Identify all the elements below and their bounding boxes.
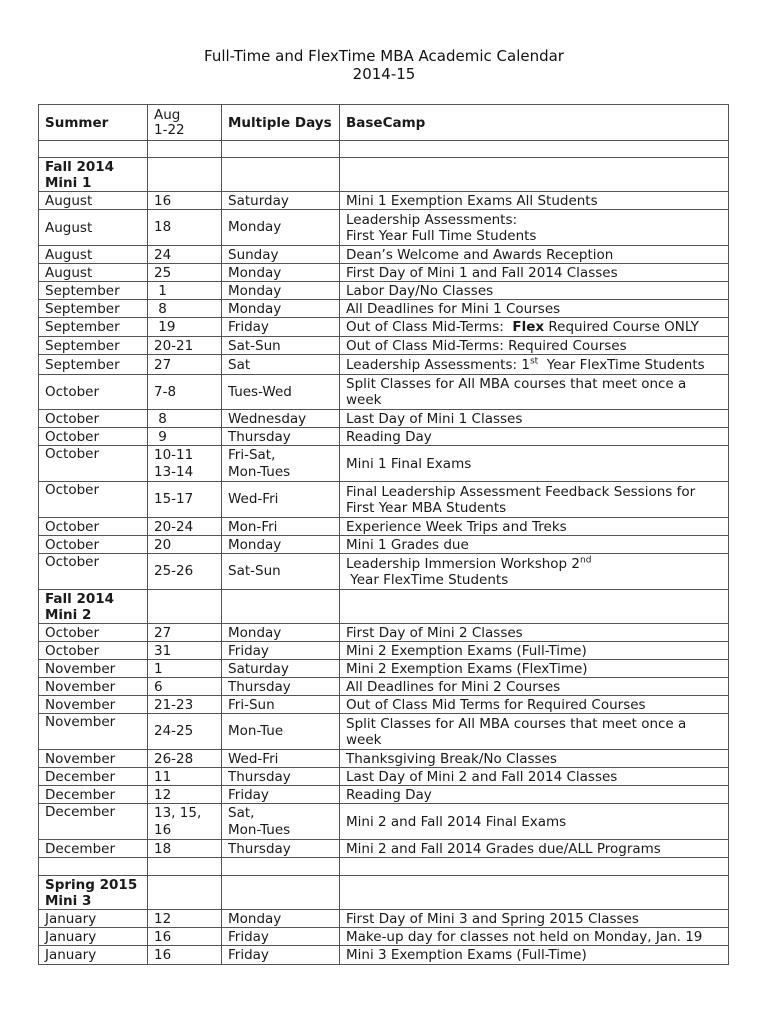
empty-cell bbox=[222, 158, 340, 192]
section-row bbox=[39, 876, 729, 910]
event-cell: Split Classes for All MBA courses that meet once a week bbox=[340, 375, 729, 410]
table-row bbox=[39, 714, 729, 750]
date-cell: 10-11 13-14 bbox=[148, 446, 222, 482]
header-days: Multiple Days bbox=[222, 105, 340, 141]
empty-cell bbox=[39, 141, 148, 158]
month-cell: August bbox=[39, 264, 148, 282]
day-cell: Saturday bbox=[222, 192, 340, 210]
day-cell: Wed-Fri bbox=[222, 750, 340, 768]
event-cell: Mini 2 Exemption Exams (Full-Time) bbox=[340, 642, 729, 660]
table-row bbox=[39, 518, 729, 536]
empty-cell bbox=[148, 858, 222, 876]
date-cell: 8 bbox=[148, 410, 222, 428]
event-cell bbox=[340, 318, 729, 337]
month-cell: October bbox=[39, 482, 148, 518]
day-cell: Monday bbox=[222, 210, 340, 246]
day-cell: Mon-Fri bbox=[222, 518, 340, 536]
month-cell: November bbox=[39, 714, 148, 750]
table-row bbox=[39, 642, 729, 660]
table-row bbox=[39, 910, 729, 928]
day-cell: Monday bbox=[222, 300, 340, 318]
date-cell: 16 bbox=[148, 192, 222, 210]
event-cell: First Day of Mini 3 and Spring 2015 Classes bbox=[340, 910, 729, 928]
day-cell: Tues-Wed bbox=[222, 375, 340, 410]
day-cell: Sat-Sun bbox=[222, 337, 340, 355]
day-cell: Thursday bbox=[222, 840, 340, 858]
date-cell: 20-21 bbox=[148, 337, 222, 355]
table-row bbox=[39, 678, 729, 696]
month-cell: November bbox=[39, 696, 148, 714]
month-cell: August bbox=[39, 192, 148, 210]
date-cell: 21-23 bbox=[148, 696, 222, 714]
date-cell: 1 bbox=[148, 660, 222, 678]
section-heading: Fall 2014 Mini 2 bbox=[39, 590, 148, 624]
month-cell: October bbox=[39, 446, 148, 482]
event-cell: Mini 3 Exemption Exams (Full-Time) bbox=[340, 946, 729, 965]
table-row bbox=[39, 337, 729, 355]
event-cell: Mini 1 Final Exams bbox=[340, 446, 729, 482]
month-cell: September bbox=[39, 300, 148, 318]
month-cell: October bbox=[39, 428, 148, 446]
table-row bbox=[39, 192, 729, 210]
day-cell: Friday bbox=[222, 318, 340, 337]
date-cell: 9 bbox=[148, 428, 222, 446]
month-cell: October bbox=[39, 554, 148, 590]
date-cell: 12 bbox=[148, 786, 222, 804]
empty-cell bbox=[222, 876, 340, 910]
event-text: Leadership Immersion Workshop 2 bbox=[346, 555, 581, 572]
date-cell: 27 bbox=[148, 624, 222, 642]
month-cell: September bbox=[39, 337, 148, 355]
date-cell: 16 bbox=[148, 928, 222, 946]
table-row bbox=[39, 536, 729, 554]
month-cell: November bbox=[39, 678, 148, 696]
table-row bbox=[39, 840, 729, 858]
empty-cell bbox=[340, 876, 729, 910]
empty-cell bbox=[148, 141, 222, 158]
event-cell: First Day of Mini 1 and Fall 2014 Classes bbox=[340, 264, 729, 282]
event-cell: Labor Day/No Classes bbox=[340, 282, 729, 300]
table-row bbox=[39, 428, 729, 446]
event-cell: Mini 2 and Fall 2014 Final Exams bbox=[340, 804, 729, 840]
day-cell: Wednesday bbox=[222, 410, 340, 428]
event-cell: Dean’s Welcome and Awards Reception bbox=[340, 246, 729, 264]
month-cell: September bbox=[39, 355, 148, 375]
day-cell: Monday bbox=[222, 282, 340, 300]
table-row bbox=[39, 554, 729, 590]
date-cell: 26-28 bbox=[148, 750, 222, 768]
event-cell: Thanksgiving Break/No Classes bbox=[340, 750, 729, 768]
event-cell: Reading Day bbox=[340, 428, 729, 446]
date-cell: 7-8 bbox=[148, 375, 222, 410]
table-row bbox=[39, 750, 729, 768]
event-cell: Mini 2 Exemption Exams (FlexTime) bbox=[340, 660, 729, 678]
date-cell: 24 bbox=[148, 246, 222, 264]
day-cell: Fri-Sat, Mon-Tues bbox=[222, 446, 340, 482]
empty-cell bbox=[148, 876, 222, 910]
day-cell: Wed-Fri bbox=[222, 482, 340, 518]
event-cell: Leadership Assessments: First Year Full Time Students bbox=[340, 210, 729, 246]
event-cell: Reading Day bbox=[340, 786, 729, 804]
table-row bbox=[39, 246, 729, 264]
day-cell: Friday bbox=[222, 786, 340, 804]
header-event: BaseCamp bbox=[340, 105, 729, 141]
day-cell: Monday bbox=[222, 536, 340, 554]
empty-cell bbox=[340, 141, 729, 158]
section-heading: Spring 2015 Mini 3 bbox=[39, 876, 148, 910]
title-line-1: Full-Time and FlexTime MBA Academic Calendar bbox=[204, 47, 564, 65]
table-row bbox=[39, 446, 729, 482]
month-cell: December bbox=[39, 768, 148, 786]
empty-cell bbox=[340, 158, 729, 192]
date-cell: 20 bbox=[148, 536, 222, 554]
table-row bbox=[39, 282, 729, 300]
table-row bbox=[39, 946, 729, 965]
table-row bbox=[39, 410, 729, 428]
date-cell: 15-17 bbox=[148, 482, 222, 518]
date-cell: 27 bbox=[148, 355, 222, 375]
month-cell: August bbox=[39, 246, 148, 264]
day-cell: Monday bbox=[222, 624, 340, 642]
month-cell: October bbox=[39, 624, 148, 642]
month-cell: October bbox=[39, 518, 148, 536]
table-row bbox=[39, 318, 729, 337]
event-cell: Final Leadership Assessment Feedback Sessions for First Year MBA Students bbox=[340, 482, 729, 518]
event-cell bbox=[340, 355, 729, 375]
month-cell: January bbox=[39, 910, 148, 928]
event-cell: Last Day of Mini 1 Classes bbox=[340, 410, 729, 428]
date-cell: 18 bbox=[148, 210, 222, 246]
date-cell: 25 bbox=[148, 264, 222, 282]
event-text: Out of Class Mid-Terms: bbox=[346, 319, 513, 335]
month-cell: October bbox=[39, 536, 148, 554]
month-cell: January bbox=[39, 946, 148, 965]
date-cell: 31 bbox=[148, 642, 222, 660]
event-cell: Mini 1 Exemption Exams All Students bbox=[340, 192, 729, 210]
empty-cell bbox=[340, 590, 729, 624]
month-cell: January bbox=[39, 928, 148, 946]
event-cell: Split Classes for All MBA courses that meet once a week bbox=[340, 714, 729, 750]
event-cell: Last Day of Mini 2 and Fall 2014 Classes bbox=[340, 768, 729, 786]
table-row bbox=[39, 300, 729, 318]
date-cell: 13, 15, 16 bbox=[148, 804, 222, 840]
date-cell: 19 bbox=[148, 318, 222, 337]
event-cell: Out of Class Mid Terms for Required Courses bbox=[340, 696, 729, 714]
date-cell: 6 bbox=[148, 678, 222, 696]
event-text: Leadership Assessments: 1 bbox=[346, 356, 530, 373]
table-row bbox=[39, 768, 729, 786]
month-cell: October bbox=[39, 410, 148, 428]
empty-cell bbox=[148, 590, 222, 624]
event-cell: First Day of Mini 2 Classes bbox=[340, 624, 729, 642]
event-cell: All Deadlines for Mini 2 Courses bbox=[340, 678, 729, 696]
month-cell: December bbox=[39, 804, 148, 840]
month-cell: December bbox=[39, 786, 148, 804]
date-cell: 11 bbox=[148, 768, 222, 786]
table-row bbox=[39, 482, 729, 518]
event-cell: Mini 2 and Fall 2014 Grades due/ALL Programs bbox=[340, 840, 729, 858]
month-cell: August bbox=[39, 210, 148, 246]
day-cell: Sat, Mon-Tues bbox=[222, 804, 340, 840]
month-cell: September bbox=[39, 318, 148, 337]
table-row bbox=[39, 210, 729, 246]
section-heading: Fall 2014 Mini 1 bbox=[39, 158, 148, 192]
empty-cell bbox=[340, 858, 729, 876]
calendar-table bbox=[38, 104, 729, 965]
event-text: Year FlexTime Students bbox=[538, 356, 705, 373]
event-cell: Experience Week Trips and Treks bbox=[340, 518, 729, 536]
date-cell: 18 bbox=[148, 840, 222, 858]
month-cell: November bbox=[39, 660, 148, 678]
table-row bbox=[39, 696, 729, 714]
event-cell: Mini 1 Grades due bbox=[340, 536, 729, 554]
spacer-row bbox=[39, 858, 729, 876]
date-cell: 12 bbox=[148, 910, 222, 928]
day-cell: Friday bbox=[222, 946, 340, 965]
event-text: Required Course ONLY bbox=[544, 319, 699, 335]
table-row bbox=[39, 786, 729, 804]
day-cell: Monday bbox=[222, 910, 340, 928]
day-cell: Sat bbox=[222, 355, 340, 375]
table-row bbox=[39, 264, 729, 282]
section-row bbox=[39, 590, 729, 624]
day-cell: Fri-Sun bbox=[222, 696, 340, 714]
ordinal-suffix: nd bbox=[580, 555, 592, 565]
day-cell: Friday bbox=[222, 928, 340, 946]
spacer-row bbox=[39, 141, 729, 158]
day-cell: Friday bbox=[222, 642, 340, 660]
day-cell: Monday bbox=[222, 264, 340, 282]
title-line-2: 2014-15 bbox=[352, 65, 416, 83]
empty-cell bbox=[222, 141, 340, 158]
header-row bbox=[39, 105, 729, 141]
date-cell: 8 bbox=[148, 300, 222, 318]
ordinal-suffix: st bbox=[529, 356, 539, 366]
empty-cell bbox=[148, 158, 222, 192]
date-cell: 1 bbox=[148, 282, 222, 300]
day-cell: Thursday bbox=[222, 428, 340, 446]
empty-cell bbox=[222, 590, 340, 624]
event-text: Year FlexTime Students bbox=[346, 571, 509, 588]
header-dates: Aug 1-22 bbox=[148, 105, 222, 141]
date-cell: 20-24 bbox=[148, 518, 222, 536]
month-cell: September bbox=[39, 282, 148, 300]
month-cell: December bbox=[39, 840, 148, 858]
date-cell: 24-25 bbox=[148, 714, 222, 750]
day-cell: Thursday bbox=[222, 768, 340, 786]
month-cell: November bbox=[39, 750, 148, 768]
event-emphasis: Flex bbox=[512, 319, 545, 335]
month-cell: October bbox=[39, 642, 148, 660]
day-cell: Sunday bbox=[222, 246, 340, 264]
date-cell: 25-26 bbox=[148, 554, 222, 590]
empty-cell bbox=[39, 858, 148, 876]
event-cell: All Deadlines for Mini 1 Courses bbox=[340, 300, 729, 318]
date-cell: 16 bbox=[148, 946, 222, 965]
event-cell: Out of Class Mid-Terms: Required Courses bbox=[340, 337, 729, 355]
month-cell: October bbox=[39, 375, 148, 410]
table-row bbox=[39, 804, 729, 840]
table-row bbox=[39, 355, 729, 375]
table-row bbox=[39, 660, 729, 678]
empty-cell bbox=[222, 858, 340, 876]
header-term: Summer bbox=[39, 105, 148, 141]
event-cell bbox=[340, 554, 729, 590]
table-row bbox=[39, 375, 729, 410]
table-row bbox=[39, 928, 729, 946]
day-cell: Sat-Sun bbox=[222, 554, 340, 590]
event-cell: Make-up day for classes not held on Monday, Jan. 19 bbox=[340, 928, 729, 946]
section-row bbox=[39, 158, 729, 192]
day-cell: Mon-Tue bbox=[222, 714, 340, 750]
document-title bbox=[0, 47, 768, 83]
table-row bbox=[39, 624, 729, 642]
day-cell: Thursday bbox=[222, 678, 340, 696]
day-cell: Saturday bbox=[222, 660, 340, 678]
